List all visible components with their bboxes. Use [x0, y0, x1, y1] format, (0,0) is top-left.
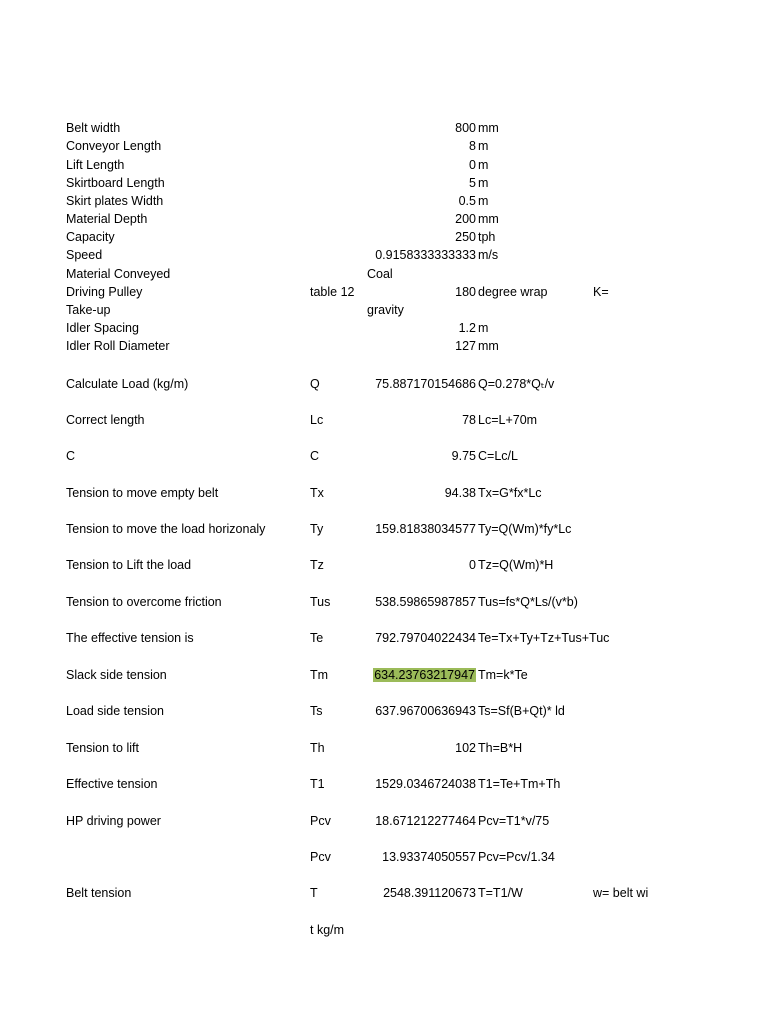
row-symbol: C	[310, 449, 320, 463]
row-symbol: Ty	[310, 522, 324, 536]
row-material-conveyed	[0, 265, 768, 283]
row-value: 200	[455, 212, 476, 226]
row-unit: m	[478, 158, 489, 172]
row-label: Skirtboard Length	[66, 176, 165, 190]
row-load-side-tension	[0, 702, 768, 720]
row-belt-width	[0, 119, 768, 137]
highlighted-value[interactable]: 634.23763217947	[374, 668, 475, 682]
row-skirtboard-length	[0, 174, 768, 192]
row-unit: m	[478, 176, 489, 190]
row-label: C	[66, 449, 76, 463]
row-unit: tph	[478, 230, 496, 244]
row-tension-friction	[0, 593, 768, 611]
row-label: Tension to move the load horizonaly	[66, 522, 266, 536]
row-idler-roll-diameter	[0, 337, 768, 355]
row-value: 5	[469, 176, 476, 190]
row-symbol: Tx	[310, 486, 324, 500]
row-label: Speed	[66, 248, 103, 262]
row-formula: T=T1/W	[478, 886, 523, 900]
row-symbol: T	[310, 886, 318, 900]
row-formula: Th=B*H	[478, 741, 523, 755]
row-label: Tension to overcome friction	[66, 595, 222, 609]
row-skirt-plates-width	[0, 192, 768, 210]
row-lift-length	[0, 156, 768, 174]
row-formula: Te=Tx+Ty+Tz+Tus+Tuc	[478, 631, 610, 645]
row-value: 94.38	[444, 486, 476, 500]
row-value: 127	[455, 339, 476, 353]
row-text: gravity	[367, 303, 404, 317]
row-label: Belt width	[66, 121, 121, 135]
row-formula: C=Lc/L	[478, 449, 518, 463]
row-formula: Q=0.278*Qₜ/v	[478, 377, 555, 391]
row-formula: Tus=fs*Q*Ls/(v*b)	[478, 595, 578, 609]
row-value: 8	[469, 139, 476, 153]
row-label: Conveyor Length	[66, 139, 162, 153]
row-value: 159.81838034577	[375, 522, 476, 536]
row-value: 18.671212277464	[375, 814, 476, 828]
row-effective-tension-te	[0, 629, 768, 647]
row-unit: m/s	[478, 248, 499, 262]
row-label: Calculate Load (kg/m)	[66, 377, 189, 391]
row-label: Tension to Lift the load	[66, 558, 192, 572]
row-label: The effective tension is	[66, 631, 194, 645]
row-value: 0.9158333333333	[375, 248, 476, 262]
row-label: Material Depth	[66, 212, 148, 226]
row-value: 0	[469, 158, 476, 172]
row-slack-side-tension	[0, 666, 768, 684]
row-c	[0, 447, 768, 465]
row-unit: m	[478, 321, 489, 335]
row-label: Belt tension	[66, 886, 132, 900]
row-value: 180	[455, 285, 476, 299]
row-label: Skirt plates Width	[66, 194, 164, 208]
row-unit: mm	[478, 212, 499, 226]
row-unit: mm	[478, 339, 499, 353]
row-tension-load-horizontal	[0, 520, 768, 538]
row-formula: Tm=k*Te	[478, 668, 528, 682]
row-formula: T1=Te+Tm+Th	[478, 777, 561, 791]
row-belt-tension	[0, 884, 768, 902]
row-symbol: Tus	[310, 595, 331, 609]
row-label: Idler Spacing	[66, 321, 139, 335]
row-note: K=	[593, 285, 609, 299]
row-effective-tension-t1	[0, 775, 768, 793]
row-label: Material Conveyed	[66, 267, 171, 281]
row-unit: mm	[478, 121, 499, 135]
row-value: 250	[455, 230, 476, 244]
row-formula: Ty=Q(Wm)*fy*Lc	[478, 522, 572, 536]
row-formula: Tz=Q(Wm)*H	[478, 558, 554, 572]
row-label: Slack side tension	[66, 668, 167, 682]
row-footer	[0, 921, 768, 939]
row-symbol: Pcv	[310, 814, 331, 828]
row-value: 13.93374050557	[382, 850, 476, 864]
row-value: 792.79704022434	[375, 631, 476, 645]
row-tension-lift-load	[0, 556, 768, 574]
row-formula: Lc=L+70m	[478, 413, 538, 427]
row-symbol: Tm	[310, 668, 329, 682]
row-value: 102	[455, 741, 476, 755]
row-symbol: Tz	[310, 558, 324, 572]
row-driving-pulley	[0, 283, 768, 301]
row-label: Correct length	[66, 413, 145, 427]
row-symbol: T1	[310, 777, 325, 791]
row-value: 1.2	[458, 321, 476, 335]
row-value: 800	[455, 121, 476, 135]
row-symbol: Q	[310, 377, 320, 391]
row-speed	[0, 246, 768, 264]
row-tension-empty-belt	[0, 484, 768, 502]
row-take-up	[0, 301, 768, 319]
row-label: Load side tension	[66, 704, 164, 718]
row-symbol: Th	[310, 741, 325, 755]
row-conveyor-length	[0, 137, 768, 155]
row-label: Tension to move empty belt	[66, 486, 219, 500]
row-value: 1529.0346724038	[375, 777, 476, 791]
row-symbol: Lc	[310, 413, 324, 427]
row-value: 78	[462, 413, 476, 427]
row-calculate-load	[0, 375, 768, 393]
row-value: 637.96700636943	[375, 704, 476, 718]
row-idler-spacing	[0, 319, 768, 337]
row-unit: m	[478, 139, 489, 153]
row-label	[66, 848, 306, 866]
row-unit: m	[478, 194, 489, 208]
row-symbol: Pcv	[310, 850, 331, 864]
row-formula: Pcv=Pcv/1.34	[478, 850, 555, 864]
row-hp-driving-power	[0, 812, 768, 830]
row-value: 538.59865987857	[375, 595, 476, 609]
row-value-cell[interactable]	[330, 666, 476, 684]
row-label: HP driving power	[66, 814, 161, 828]
row-value: 0	[469, 558, 476, 572]
row-formula: Pcv=T1*v/75	[478, 814, 550, 828]
row-unit: degree wrap	[478, 285, 548, 299]
footer-text: t kg/m	[310, 923, 345, 937]
row-value: 75.887170154686	[375, 377, 476, 391]
row-symbol: Te	[310, 631, 324, 645]
row-label: Capacity	[66, 230, 115, 244]
row-value: 9.75	[451, 449, 476, 463]
row-correct-length	[0, 411, 768, 429]
row-formula: Tx=G*fx*Lc	[478, 486, 542, 500]
row-label: Idler Roll Diameter	[66, 339, 170, 353]
row-material-depth	[0, 210, 768, 228]
row-note: w= belt wi	[593, 886, 649, 900]
row-formula: Ts=Sf(B+Qt)* ld	[478, 704, 565, 718]
row-text: Coal	[367, 267, 393, 281]
row-tension-to-lift	[0, 739, 768, 757]
row-label: Effective tension	[66, 777, 158, 791]
row-label: Driving Pulley	[66, 285, 143, 299]
row-value: 2548.391120673	[383, 886, 476, 900]
row-pcv-converted	[0, 848, 768, 866]
row-value: 0.5	[458, 194, 476, 208]
row-label: Tension to lift	[66, 741, 139, 755]
row-label: Lift Length	[66, 158, 125, 172]
row-symbol: table 12	[310, 285, 355, 299]
row-symbol: Ts	[310, 704, 323, 718]
row-label: Take-up	[66, 303, 111, 317]
row-capacity	[0, 228, 768, 246]
